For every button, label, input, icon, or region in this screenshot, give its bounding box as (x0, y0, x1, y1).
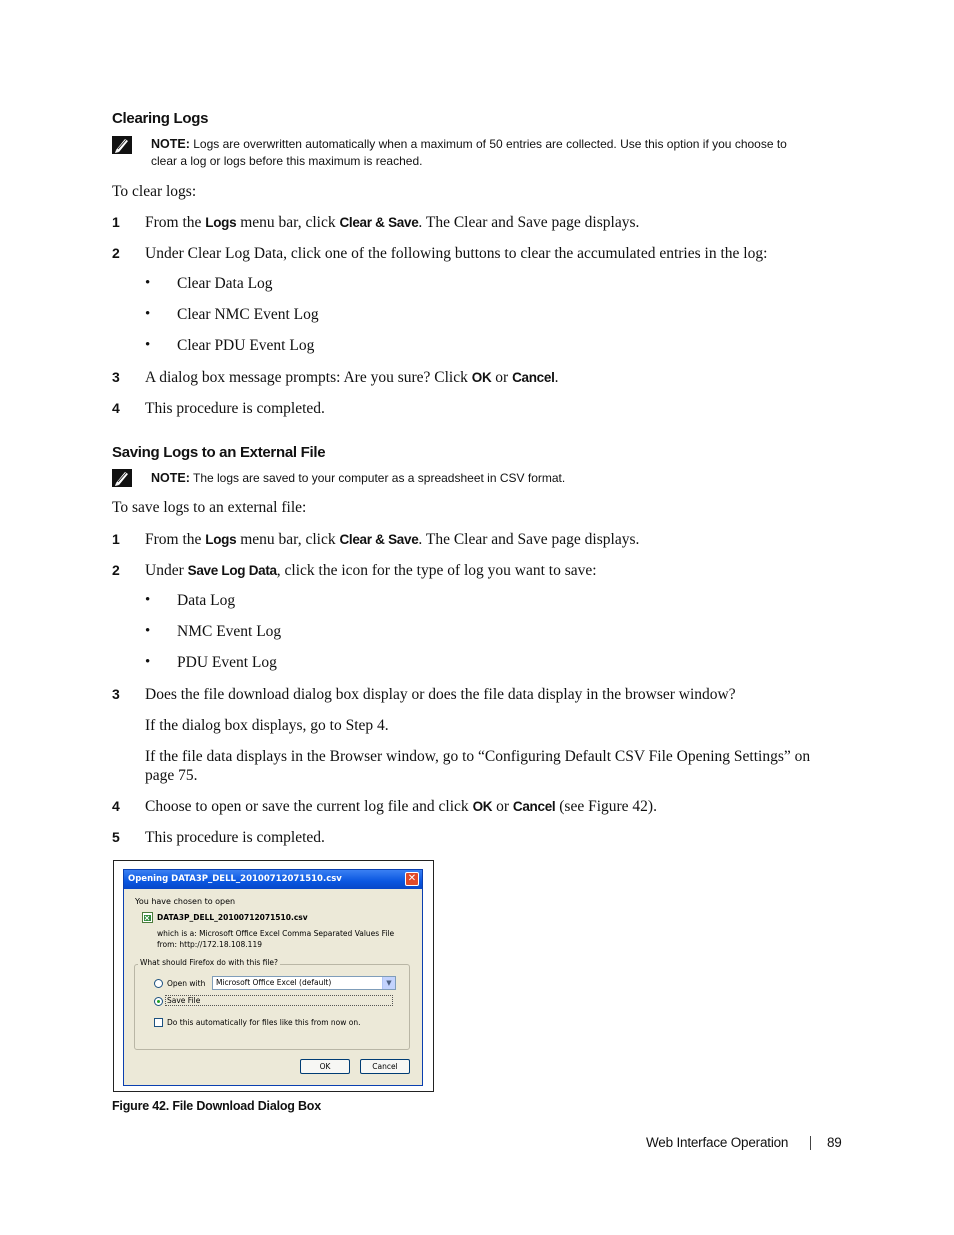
save-file-radio[interactable] (154, 997, 163, 1006)
file-name: DATA3P_DELL_20100712071510.csv (157, 913, 308, 922)
bullet-icon: • (145, 306, 151, 322)
step-number: 4 (112, 400, 120, 416)
file-source-value: http://172.18.108.119 (179, 940, 262, 949)
footer-section-title: Web Interface Operation (646, 1135, 789, 1150)
step-number: 1 (112, 531, 120, 547)
note-text-continued: clear a log or logs before this maximum is reached. (151, 154, 423, 168)
ui-term: Logs (205, 215, 237, 230)
step-text: A dialog box message prompts: Are you sure? Click OK or Cancel. (145, 369, 559, 386)
open-with-label: Open with (167, 979, 206, 988)
ui-term: Logs (205, 532, 237, 547)
step-number: 3 (112, 369, 120, 385)
auto-checkbox[interactable] (154, 1018, 163, 1027)
bullet-icon: • (145, 592, 151, 608)
bullet-icon: • (145, 623, 151, 639)
step-text: From the Logs menu bar, click Clear & Save. The Clear and Save page displays. (145, 531, 640, 548)
open-with-select[interactable] (212, 976, 396, 990)
auto-label: Do this automatically for files like this from now on. (167, 1018, 361, 1027)
list-item: PDU Event Log (177, 654, 277, 671)
bullet-icon: • (145, 275, 151, 291)
ui-term: Save Log Data (187, 563, 277, 578)
bullet-icon: • (145, 337, 151, 353)
ui-term: Clear & Save (339, 215, 419, 230)
step-text: Under Clear Log Data, click one of the following buttons to clear the accumulated entries in the log: (145, 245, 768, 262)
close-icon[interactable]: ✕ (405, 872, 419, 886)
dialog-titlebar: Opening DATA3P_DELL_20100712071510.csv (124, 870, 422, 889)
list-item: Clear Data Log (177, 275, 273, 292)
list-item: Clear PDU Event Log (177, 337, 315, 354)
step-number: 3 (112, 686, 120, 702)
file-type-row: which is a: Microsoft Office Excel Comma Separated Values File (157, 929, 395, 938)
ui-term: Clear & Save (339, 532, 419, 547)
file-source-row: from: http://172.18.108.119 (157, 940, 262, 949)
list-item: Data Log (177, 592, 236, 609)
chosen-label: You have chosen to open (135, 897, 236, 906)
note-clearing-logs (151, 136, 841, 170)
note-pencil-icon (112, 136, 132, 154)
note-saving-logs (151, 470, 841, 487)
file-type-value: Microsoft Office Excel Comma Separated Values File (199, 929, 395, 938)
note-text: Logs are overwritten automatically when a maximum of 50 entries are collected. Use this option if you choose to (189, 137, 787, 151)
section-heading-saving-logs: Saving Logs to an External File (112, 444, 326, 461)
step-number: 1 (112, 214, 120, 230)
note-label: NOTE: (151, 471, 190, 485)
step-text: Choose to open or save the current log file and click OK or Cancel (see Figure 42). (145, 798, 657, 815)
chevron-down-icon: ▼ (382, 977, 395, 989)
groupbox-label: What should Firefox do with this file? (140, 958, 279, 967)
intro-text: To save logs to an external file: (112, 499, 307, 516)
ui-term: OK (471, 370, 492, 385)
excel-file-icon (142, 912, 153, 923)
figure-caption: Figure 42. File Download Dialog Box (112, 1099, 321, 1113)
ok-button[interactable]: OK (300, 1059, 350, 1074)
step-number: 2 (112, 245, 120, 261)
step-text: This procedure is completed. (145, 829, 325, 846)
list-item: NMC Event Log (177, 623, 282, 640)
step-number: 5 (112, 829, 120, 845)
open-with-radio[interactable] (154, 979, 163, 988)
note-label: NOTE: (151, 137, 190, 151)
note-pencil-icon (112, 469, 132, 487)
step-subtext: If the file data displays in the Browser window, go to “Configuring Default CSV File Opening Settings” on page 75. (145, 748, 811, 784)
cancel-button[interactable]: Cancel (360, 1059, 410, 1074)
ui-term: Cancel (512, 370, 555, 385)
open-with-selected-value: Microsoft Office Excel (default) (216, 978, 332, 987)
ui-term: Cancel (512, 799, 556, 814)
bullet-icon: • (145, 654, 151, 670)
footer-divider (810, 1136, 811, 1150)
list-item: Clear NMC Event Log (177, 306, 319, 323)
step-number: 4 (112, 798, 120, 814)
intro-text: To clear logs: (112, 183, 197, 200)
note-text: The logs are saved to your computer as a spreadsheet in CSV format. (189, 471, 566, 485)
step-text: This procedure is completed. (145, 400, 325, 417)
section-heading-clearing-logs: Clearing Logs (112, 110, 209, 127)
step-text: Under Save Log Data, click the icon for the type of log you want to save: (145, 562, 597, 579)
step-subtext: If the dialog box displays, go to Step 4. (145, 717, 389, 734)
step-text: From the Logs menu bar, click Clear & Save. The Clear and Save page displays. (145, 214, 640, 231)
step-text: Does the file download dialog box display or does the file data display in the browser window? (145, 686, 736, 703)
file-download-dialog (123, 869, 423, 1086)
step-number: 2 (112, 562, 120, 578)
page-number: 89 (827, 1135, 842, 1150)
ui-term: OK (472, 799, 493, 814)
save-file-label[interactable]: Save File (165, 995, 393, 1006)
